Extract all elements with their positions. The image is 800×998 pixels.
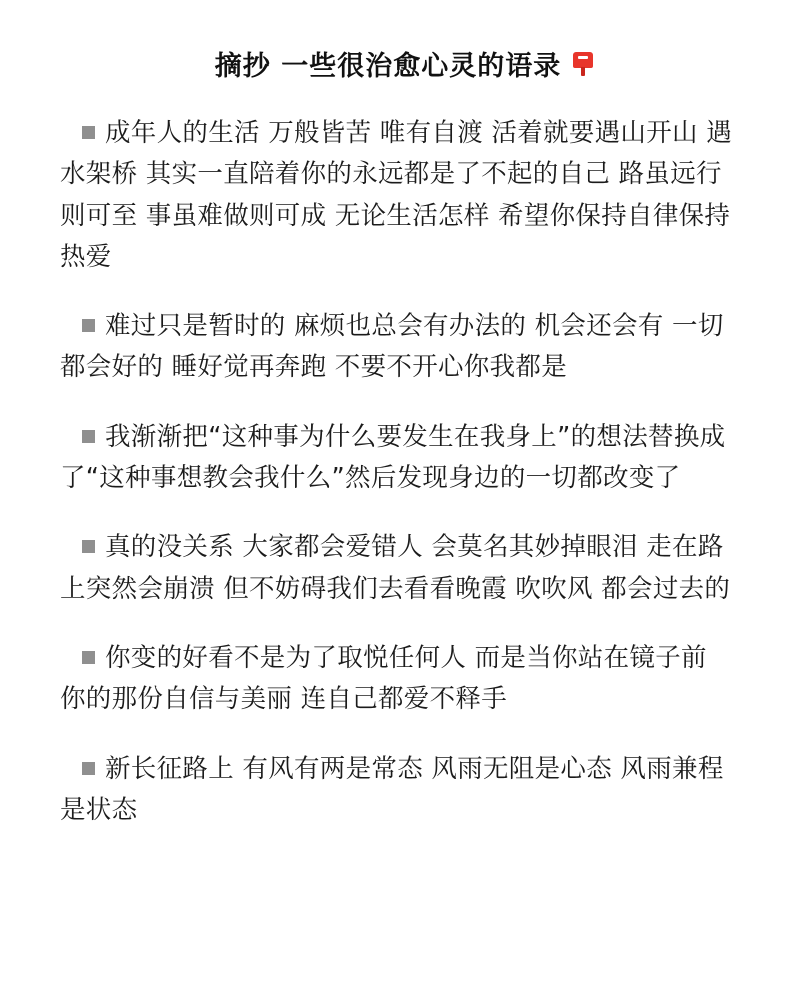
square-bullet-icon: [82, 430, 95, 443]
square-bullet-icon: [82, 651, 95, 664]
quote-text: 成年人的生活 万般皆苦 唯有自渡 活着就要遇山开山 遇水架桥 其实一直陪着你的永远都是了不起的自己 路虽远行则可至 事虽难做则可成 无论生活怎样 希望你保持自律保持热爱: [60, 118, 733, 272]
quote-text: 真的没关系 大家都会爱错人 会莫名其妙掉眼泪 走在路上突然会崩溃 但不妨碍我们去看看晚霞 吹吹风 都会过去的: [60, 532, 731, 604]
list-item: [60, 527, 740, 610]
quote-list: [60, 113, 740, 831]
list-item: [60, 749, 740, 832]
list-item: [60, 306, 740, 389]
square-bullet-icon: [82, 540, 95, 553]
page-title: [60, 44, 740, 83]
list-item: [60, 113, 740, 278]
quote-text: 新长征路上 有风有两是常态 风雨无阻是心态 风雨兼程是状态: [60, 753, 724, 825]
square-bullet-icon: [82, 126, 95, 139]
list-item: [60, 417, 740, 500]
quote-text: 你变的好看不是为了取悦任何人 而是当你站在镜子前 你的那份自信与美丽 连自己都爱不释手: [60, 642, 707, 715]
page-title-text: 摘抄 一些很治愈心灵的语录: [214, 51, 562, 82]
mailbox-icon: [571, 51, 595, 77]
quote-text: 难过只是暂时的 麻烦也总会有办法的 机会还会有 一切都会好的 睡好觉再奔跑 不要不开心你我都是: [60, 311, 724, 383]
square-bullet-icon: [82, 762, 95, 775]
square-bullet-icon: [82, 319, 95, 332]
list-item: [60, 638, 740, 721]
quote-text: 我渐渐把“这种事为什么要发生在我身上”的想法替换成了“这种事想教会我什么”然后发现身边的一切都改变了: [60, 421, 726, 494]
